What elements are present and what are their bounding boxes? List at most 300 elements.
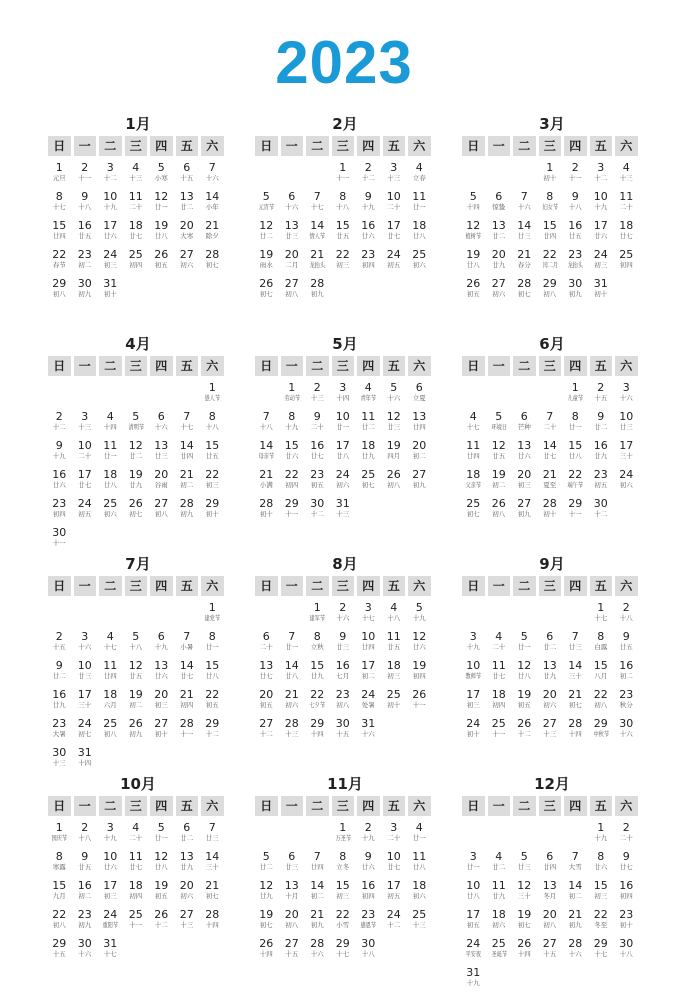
day-cell <box>201 821 224 850</box>
lunar-label: 廿六 <box>361 863 375 871</box>
day-cell <box>201 601 224 630</box>
lunar-label: 廿三 <box>387 423 401 431</box>
day-cell <box>125 497 148 526</box>
lunar-label: 初九 <box>129 730 143 738</box>
empty-cell <box>255 821 278 850</box>
lunar-label: 十三 <box>78 423 92 431</box>
day-cell <box>488 630 511 659</box>
day-number: 17 <box>386 879 401 892</box>
day-number: 2 <box>313 381 321 394</box>
lunar-label: 清明节 <box>127 423 144 431</box>
day-cell <box>281 439 304 468</box>
month-block <box>48 772 228 966</box>
day-cell <box>539 659 562 688</box>
weekday-label: 五 <box>176 356 199 376</box>
day-number: 18 <box>386 659 401 672</box>
day-cell <box>99 277 122 306</box>
day-number: 29 <box>593 717 608 730</box>
day-number: 26 <box>412 688 427 701</box>
day-number: 12 <box>517 659 532 672</box>
lunar-label: 廿一 <box>568 423 582 431</box>
weekday-label: 四 <box>150 576 173 596</box>
day-number: 14 <box>542 439 557 452</box>
day-number: 8 <box>313 630 321 643</box>
day-number: 8 <box>339 190 347 203</box>
day-number: 22 <box>335 908 350 921</box>
day-cell <box>125 161 148 190</box>
weekday-header <box>48 136 228 156</box>
day-number: 21 <box>179 468 194 481</box>
lunar-label: 十六 <box>78 643 92 651</box>
day-cell <box>513 190 536 219</box>
day-cell <box>150 908 173 937</box>
day-number: 19 <box>259 248 274 261</box>
day-cell <box>74 161 97 190</box>
day-cell <box>462 966 485 995</box>
empty-cell <box>176 381 199 410</box>
weekday-label: 六 <box>615 796 638 816</box>
day-cell <box>408 248 431 277</box>
weekday-header <box>255 576 435 596</box>
day-cell <box>150 248 173 277</box>
lunar-label: 廿三 <box>517 232 531 240</box>
day-number: 11 <box>361 410 376 423</box>
lunar-label: 初八 <box>336 701 350 709</box>
weekday-header <box>462 796 642 816</box>
weekday-label: 五 <box>590 356 613 376</box>
day-cell <box>513 468 536 497</box>
weekday-label: 三 <box>332 576 355 596</box>
empty-cell <box>99 601 122 630</box>
lunar-label: 十六 <box>336 614 350 622</box>
day-cell <box>306 908 329 937</box>
weekday-label: 四 <box>357 576 380 596</box>
empty-cell <box>125 601 148 630</box>
day-cell <box>590 850 613 879</box>
day-cell <box>590 821 613 850</box>
weekday-label: 五 <box>590 576 613 596</box>
day-number: 4 <box>132 161 140 174</box>
day-cell <box>99 688 122 717</box>
day-number: 27 <box>542 717 557 730</box>
lunar-label: 端午节 <box>567 481 584 489</box>
day-number: 8 <box>597 850 605 863</box>
empty-cell <box>281 161 304 190</box>
lunar-label: 十九 <box>103 203 117 211</box>
weekday-label: 四 <box>357 356 380 376</box>
day-number: 3 <box>390 821 398 834</box>
day-number: 19 <box>154 879 169 892</box>
day-cell <box>255 277 278 306</box>
empty-cell <box>74 601 97 630</box>
day-cell <box>201 659 224 688</box>
day-number: 27 <box>259 717 274 730</box>
day-cell <box>176 879 199 908</box>
lunar-label: 十二 <box>361 174 375 182</box>
lunar-label: 二十 <box>259 643 273 651</box>
day-number: 28 <box>205 248 220 261</box>
day-number: 2 <box>81 161 89 174</box>
lunar-label: 廿九 <box>52 701 66 709</box>
day-number: 13 <box>179 190 194 203</box>
day-cell <box>99 161 122 190</box>
day-cell <box>590 161 613 190</box>
day-number: 30 <box>593 497 608 510</box>
day-cell <box>306 439 329 468</box>
lunar-label: 廿六 <box>594 232 608 240</box>
day-cell <box>332 468 355 497</box>
day-number: 10 <box>466 879 481 892</box>
empty-cell <box>539 601 562 630</box>
lunar-label: 初五 <box>517 701 531 709</box>
weekday-label: 三 <box>539 796 562 816</box>
lunar-label: 廿五 <box>387 643 401 651</box>
lunar-label: 初十 <box>466 730 480 738</box>
day-cell <box>462 468 485 497</box>
lunar-label: 初八 <box>492 510 506 518</box>
lunar-label: 初六 <box>412 261 426 269</box>
day-cell <box>201 410 224 439</box>
lunar-label: 十四 <box>336 394 350 402</box>
weekday-label: 三 <box>539 136 562 156</box>
day-cell <box>332 659 355 688</box>
lunar-label: 廿四 <box>361 643 375 651</box>
day-cell <box>615 381 638 410</box>
day-cell <box>513 688 536 717</box>
day-cell <box>281 659 304 688</box>
lunar-label: 初十 <box>594 290 608 298</box>
day-cell <box>306 937 329 966</box>
day-cell <box>74 410 97 439</box>
day-cell <box>513 879 536 908</box>
weekday-label: 四 <box>564 796 587 816</box>
lunar-label: 芒种 <box>517 423 531 431</box>
lunar-label: 十八 <box>619 950 633 958</box>
lunar-label: 初五 <box>154 261 168 269</box>
weekday-label: 二 <box>306 796 329 816</box>
lunar-label: 十二 <box>310 510 324 518</box>
lunar-label: 十九 <box>52 452 66 460</box>
day-cell <box>383 439 406 468</box>
day-cell <box>48 630 71 659</box>
lunar-label: 龙抬头 <box>567 261 584 269</box>
day-cell <box>99 190 122 219</box>
lunar-label: 十九 <box>594 834 608 842</box>
weekday-label: 六 <box>408 796 431 816</box>
month-block <box>255 772 435 966</box>
empty-cell <box>74 381 97 410</box>
lunar-label: 十一 <box>412 701 426 709</box>
day-grid <box>48 381 228 555</box>
day-number: 29 <box>593 937 608 950</box>
lunar-label: 十七 <box>594 614 608 622</box>
empty-cell <box>564 821 587 850</box>
day-number: 11 <box>128 190 143 203</box>
day-number: 14 <box>205 190 220 203</box>
lunar-label: 十三 <box>619 174 633 182</box>
month-block <box>255 332 435 526</box>
day-cell <box>150 879 173 908</box>
day-cell <box>615 410 638 439</box>
day-number: 30 <box>568 277 583 290</box>
lunar-label: 廿七 <box>387 232 401 240</box>
day-cell <box>125 717 148 746</box>
day-cell <box>513 248 536 277</box>
day-number: 4 <box>415 161 423 174</box>
day-cell <box>306 659 329 688</box>
day-number: 8 <box>55 850 63 863</box>
lunar-label: 初九 <box>412 481 426 489</box>
day-number: 13 <box>412 410 427 423</box>
lunar-label: 十六 <box>285 203 299 211</box>
lunar-label: 十月 <box>285 892 299 900</box>
day-cell <box>564 717 587 746</box>
day-number: 29 <box>310 717 325 730</box>
lunar-label: 十二 <box>594 510 608 518</box>
weekday-header <box>255 356 435 376</box>
day-number: 22 <box>335 248 350 261</box>
lunar-label: 十一 <box>180 730 194 738</box>
weekday-label: 日 <box>462 356 485 376</box>
weekday-label: 三 <box>125 136 148 156</box>
lunar-label: 十六 <box>619 394 633 402</box>
day-number: 28 <box>517 277 532 290</box>
day-cell <box>176 659 199 688</box>
weekday-label: 三 <box>125 576 148 596</box>
day-cell <box>383 410 406 439</box>
day-number: 16 <box>77 879 92 892</box>
lunar-label: 十九 <box>466 979 480 987</box>
day-number: 1 <box>208 601 216 614</box>
day-number: 5 <box>132 410 140 423</box>
lunar-label: 廿五 <box>619 643 633 651</box>
day-number: 17 <box>593 219 608 232</box>
day-cell <box>539 277 562 306</box>
day-number: 31 <box>593 277 608 290</box>
day-number: 8 <box>208 410 216 423</box>
lunar-label: 谷雨 <box>154 481 168 489</box>
day-cell <box>176 161 199 190</box>
lunar-label: 劳动节 <box>283 394 300 402</box>
day-cell <box>255 248 278 277</box>
lunar-label: 十七 <box>336 950 350 958</box>
day-number: 4 <box>495 850 503 863</box>
empty-cell <box>48 601 71 630</box>
day-cell <box>99 439 122 468</box>
day-number: 26 <box>259 937 274 950</box>
day-number: 3 <box>622 381 630 394</box>
lunar-label: 十七 <box>361 614 375 622</box>
lunar-label: 十六 <box>568 950 582 958</box>
lunar-label: 平安夜 <box>465 950 482 958</box>
lunar-label: 十八 <box>568 203 582 211</box>
lunar-label: 廿七 <box>619 232 633 240</box>
empty-cell <box>488 821 511 850</box>
lunar-label: 初二 <box>310 892 324 900</box>
day-cell <box>383 219 406 248</box>
day-cell <box>383 190 406 219</box>
lunar-label: 廿一 <box>103 452 117 460</box>
lunar-label: 初八 <box>543 921 557 929</box>
lunar-label: 廿九 <box>310 672 324 680</box>
lunar-label: 十九 <box>594 203 608 211</box>
day-cell <box>281 468 304 497</box>
weekday-label: 四 <box>150 356 173 376</box>
weekday-label: 六 <box>201 356 224 376</box>
empty-cell <box>281 821 304 850</box>
day-cell <box>201 497 224 526</box>
lunar-label: 廿九 <box>259 892 273 900</box>
lunar-label: 二十 <box>129 834 143 842</box>
lunar-label: 廿六 <box>594 863 608 871</box>
lunar-label: 春节 <box>52 261 66 269</box>
day-number: 24 <box>77 717 92 730</box>
lunar-label: 初四 <box>619 261 633 269</box>
lunar-label: 二十 <box>129 203 143 211</box>
month-title: 6月 <box>539 335 565 353</box>
weekday-label: 二 <box>513 356 536 376</box>
weekday-label: 六 <box>408 356 431 376</box>
day-number: 21 <box>542 468 557 481</box>
day-number: 26 <box>128 497 143 510</box>
weekday-label: 二 <box>99 136 122 156</box>
day-number: 13 <box>491 219 506 232</box>
day-cell <box>513 908 536 937</box>
lunar-label: 初二 <box>619 672 633 680</box>
lunar-label: 初七 <box>568 701 582 709</box>
day-cell <box>150 439 173 468</box>
lunar-label: 十五 <box>285 950 299 958</box>
lunar-label: 十二 <box>517 730 531 738</box>
day-number: 28 <box>205 908 220 921</box>
lunar-label: 十九 <box>154 643 168 651</box>
lunar-label: 廿六 <box>52 481 66 489</box>
day-number: 16 <box>568 219 583 232</box>
day-number: 6 <box>183 821 191 834</box>
lunar-label: 十八 <box>387 614 401 622</box>
day-number: 21 <box>179 688 194 701</box>
day-number: 21 <box>517 248 532 261</box>
day-cell <box>539 439 562 468</box>
lunar-label: 二十 <box>310 423 324 431</box>
day-number: 26 <box>154 908 169 921</box>
lunar-label: 初八 <box>594 701 608 709</box>
day-grid <box>462 821 642 995</box>
day-number: 5 <box>157 161 165 174</box>
day-number: 8 <box>546 190 554 203</box>
day-cell <box>48 468 71 497</box>
day-number: 30 <box>335 717 350 730</box>
day-cell <box>201 190 224 219</box>
weekday-label: 二 <box>513 796 536 816</box>
lunar-label: 廿四 <box>543 863 557 871</box>
day-cell <box>539 410 562 439</box>
day-cell <box>383 161 406 190</box>
lunar-label: 冬至 <box>594 921 608 929</box>
day-cell <box>539 908 562 937</box>
lunar-label: 十三 <box>285 730 299 738</box>
day-number: 23 <box>310 468 325 481</box>
day-cell <box>462 688 485 717</box>
day-number: 24 <box>466 717 481 730</box>
lunar-label: 万圣节 <box>334 834 351 842</box>
lunar-label: 十五 <box>180 174 194 182</box>
lunar-label: 夏至 <box>543 481 557 489</box>
month-block <box>462 112 642 306</box>
lunar-label: 廿八 <box>568 452 582 460</box>
lunar-label: 七夕节 <box>309 701 326 709</box>
day-number: 4 <box>390 601 398 614</box>
lunar-label: 二十 <box>387 834 401 842</box>
lunar-label: 廿一 <box>205 643 219 651</box>
weekday-label: 五 <box>590 136 613 156</box>
day-number: 20 <box>542 688 557 701</box>
day-number: 14 <box>517 219 532 232</box>
day-number: 4 <box>495 630 503 643</box>
day-number: 12 <box>491 439 506 452</box>
lunar-label: 十八 <box>361 950 375 958</box>
day-number: 22 <box>593 908 608 921</box>
lunar-label: 环境日 <box>490 423 507 431</box>
day-cell <box>255 879 278 908</box>
day-number: 5 <box>262 190 270 203</box>
weekday-label: 一 <box>488 356 511 376</box>
lunar-label: 二十 <box>619 834 633 842</box>
empty-cell <box>176 601 199 630</box>
lunar-label: 廿六 <box>285 452 299 460</box>
day-number: 13 <box>284 219 299 232</box>
day-number: 17 <box>335 439 350 452</box>
day-cell <box>513 659 536 688</box>
lunar-label: 初三 <box>594 261 608 269</box>
weekday-label: 六 <box>615 356 638 376</box>
day-cell <box>74 688 97 717</box>
day-cell <box>150 497 173 526</box>
day-number: 1 <box>313 601 321 614</box>
lunar-label: 初六 <box>180 892 194 900</box>
day-number: 29 <box>52 937 67 950</box>
day-number: 16 <box>361 219 376 232</box>
day-cell <box>462 190 485 219</box>
empty-cell <box>125 381 148 410</box>
lunar-label: 初六 <box>543 701 557 709</box>
day-cell <box>176 410 199 439</box>
day-cell <box>590 439 613 468</box>
day-number: 3 <box>469 630 477 643</box>
day-cell <box>513 410 536 439</box>
day-number: 28 <box>542 497 557 510</box>
day-number: 20 <box>284 248 299 261</box>
empty-cell <box>513 381 536 410</box>
day-number: 23 <box>52 717 67 730</box>
day-grid <box>462 601 642 746</box>
day-cell <box>462 717 485 746</box>
day-cell <box>281 219 304 248</box>
lunar-label: 十二 <box>52 423 66 431</box>
month-block <box>255 552 435 746</box>
day-cell <box>74 746 97 775</box>
weekday-label: 三 <box>539 356 562 376</box>
day-cell <box>48 248 71 277</box>
day-number: 27 <box>179 248 194 261</box>
lunar-label: 廿八 <box>412 863 426 871</box>
lunar-label: 廿一 <box>336 423 350 431</box>
day-cell <box>306 190 329 219</box>
weekday-label: 六 <box>408 136 431 156</box>
day-cell <box>150 659 173 688</box>
lunar-label: 父亲节 <box>465 481 482 489</box>
weekday-label: 五 <box>383 356 406 376</box>
